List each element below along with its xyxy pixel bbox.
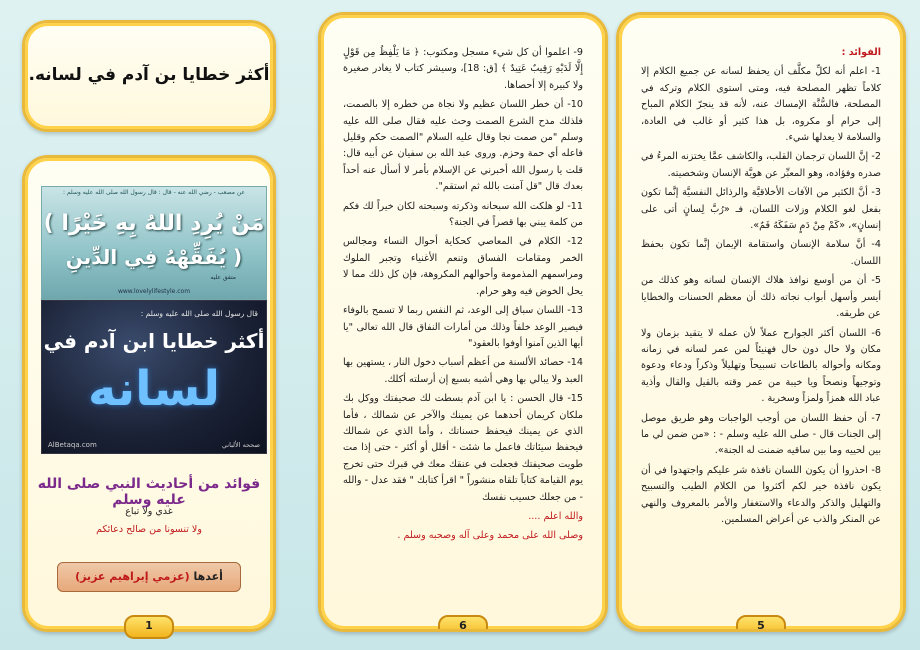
hadith-line-1: ( مَنْ يُرِدِ اللهُ بِهِ خَيْرًا	[43, 211, 265, 236]
benefit-4: 4- أنَّ سلامة الإنسان واستقامة الإيمان إنَّما تكون بحفظ اللسان.	[641, 239, 881, 267]
paragraph-15: 15- قال الحسن : يا ابن آدم بسطت لك صحيفتك ووكل بك ملكان كريمان أحدهما عن يمينك والآخر عن شمالك ، فأما الذي عن يمينك فيحفظ حسناتك ، وأما الذي عن شمالك فيحفظ سيئاتك فاعمل ما شئت - أقلل أو أكثر - حتى إذا مت طويت صحيفتك فجعلت في عنقك معك في قبرك حتى تخرج يوم القيامة كتاباً تلقاه منشوراً " اقرأ كتابك " فقد عدل - والله - من جعلك حسيب نفسك	[343, 393, 583, 503]
benefits-heading: فوائد من أحاديث النبي صلى الله عليه وسلم	[37, 476, 261, 508]
cover-big-word: لسانه	[87, 361, 221, 417]
paragraph-10: 10- أن خطر اللسان عظيم ولا نجاة من خطره إلا بالصمت، فلذلك مدح الشرع الصمت وحث عليه فقال صلى الله عليه وسلم "من صمت نجا وقال عليه السلام "الصمت حكم وقليل فاعله أي حمة وحزم. وروى عبد الله بن سفيان عن أبيه قال: قلت يا رسول الله أخبرني عن الإسلام بأمر لا أسأل عنه أحداً بعدك قال "قل آمنت بالله ثم استقم".	[343, 99, 583, 193]
paragraph-13: 13- اللسان سباق إلى الوعد، ثم النفس ربما لا تسمح بالوفاء فيصير الوعد خلفاً وذلك من أمارات النفاق قال الله تعالى "يا أيها الذين آمنوا أوفوا بالعقود"	[343, 305, 583, 349]
author-name: (عزمي إبراهيم عزيز)	[75, 570, 190, 583]
benefit-6: 6- اللسان أكثر الجوارح عملاً لأن عمله لا يتقيد بزمان ولا مكان ولا حال دون حال فهنيئاً لمن عمر لسانه في زمانه ومكانه وأحواله بالطاعات تسبيحاً وتهليلاً وذكراً ودعاء ودعوة وتوجيهاً ونصحاً ويا خيبة من عمر وقته بالقيل والقال وأذية عباد الله همزاً ولمزاً وسخرية .	[641, 327, 881, 405]
paragraph-14: 14- حصائد الألسنة من أعظم أسباب دخول النار ، يستهين بها العبد ولا يبالي بها وهي أشبه بسبع إن أرسلته أكلك.	[343, 357, 583, 385]
benefit-8: 8- احذروا أن يكون اللسان نافذة شر عليكم واجتهدوا في أن يكون نافذة خير لكم أكثروا من الكلام الطيب والتسبيح والتهليل والذكر والدعاء والاستغفار والأمر بالمعروف والنهي عن المنكر والذب عن أعراض المسلمين.	[641, 464, 881, 525]
hadith-image-url: www.lovelylifestyle.com	[117, 288, 191, 295]
benefits-section-heading: الفوائد :	[841, 47, 881, 58]
cover-panel	[22, 155, 276, 632]
paragraph-11: 11- لو هلكت الله سبحانه وذكرته وسبحته لكان خيراً لك فكم من كلمة يبني بها قصراً في الجنة؟	[343, 200, 583, 229]
author-box	[57, 562, 241, 592]
benefit-5: 5- أن من أوسع نوافذ هلاك الإنسان لسانه وهو كذلك من أيسر وأسهل أبواب نجاته ذلك أن معظم الحسنات والخطايا عن طريقه.	[641, 275, 881, 320]
closing-line-2: وصلى الله على محمد وعلى آله وصحبه وسلم .	[397, 530, 583, 542]
benefit-1: 1- اعلم أنه لكلِّ مكلَّف أن يحفظ لسانه عن جميع الكلام إلا كلاماً تظهر المصلحة فيه، ومتى استوى الكلام وتركه في المصلحة، فالسُّنَّة الإمساك عنه، لأنه قد ينجرّ الكلام المباح إلى حرام أو مكروه، بل هذا كثير أو غالب في العادة، والسلامة لا يعدلها شيء.	[641, 66, 881, 144]
free-distribution-note: غدي ولا تباع	[125, 506, 173, 517]
cover-title: أكثر خطايا ابن آدم في	[43, 329, 265, 353]
cover-image	[41, 300, 267, 454]
right-panel	[616, 12, 906, 632]
cover-hadith-intro: قال رسول الله صلى الله عليه وسلم :	[140, 309, 258, 318]
closing-line-1: والله اعلم ....	[528, 510, 583, 522]
benefit-2: 2- إنَّ اللسان ترجمان القلب، والكاشف عمَّا يختزنه المرءُ في صدره وفؤاده، وهو المعبِّر عن هويَّة الإنسان وشخصيته.	[641, 151, 881, 179]
hadith-source: متفق عليه	[210, 274, 236, 281]
hadith-line-2: يُفَقِّهْهُ فِي الدِّينِ )	[65, 245, 243, 269]
document-title: أكثر خطايا بن آدم في لسانه.	[28, 65, 270, 85]
benefit-3: 3- أنَّ الكثير من الآفات الأخلاقيَّة والرذائل النفسيَّة إنَّما تكون بفعل لغو الكلام وزلات اللسان، فـ «رُبَّ لِسانٍ أتى على إنسانٍ»، «كَمْ مِنْ دَمٍ سَفَكَهُ فَمٌ».	[641, 187, 881, 232]
cover-site: AlBetaqa.com	[48, 441, 97, 449]
paragraph-9: 9- اعلموا أن كل شيء مسجل ومكتوب: ﴿ مَا يَلْفِظُ مِن قَوْلٍ إِلَّا لَدَيْهِ رَقِيبٌ عَتِيدٌ ﴾ [ق: 18]، وسيشر كتاب لا يغادر صغيرة ولا كبيرة إلا أحصاها.	[343, 47, 583, 91]
page-number-5: 5	[736, 615, 786, 632]
page-number-6: 6	[438, 615, 488, 632]
paragraph-12: 12- الكلام في المعاصي كحكاية أحوال النساء ومجالس الخمر ومقامات الفساق وتنعم الأغنياء وتجبر الملوك ومراسمهم المذمومة وأحوالهم المكروهة، فإن كل ذلك مما لا يحل الخوض فيه وهو حرام.	[343, 236, 583, 297]
middle-panel	[318, 12, 608, 632]
hadith-image	[41, 186, 267, 300]
page-number-1: 1	[124, 615, 174, 639]
hadith-image-caption: عن مصعب - رضي الله عنه - قال : قال رسول الله صلى الله عليه وسلم :	[62, 189, 245, 196]
cover-authentication: صححه الألباني	[221, 441, 260, 449]
title-card	[22, 20, 276, 132]
author-label: أعدها	[193, 570, 223, 583]
benefit-7: 7- أن حفظ اللسان من أوجب الواجبات وهو طريق موصل إلى الجنات قال - صلى الله عليه وسلم - : «من ضمن لي ما بين لحييه وما بين ساقيه ضمنت له الجنة».	[641, 412, 881, 457]
prayer-request-note: ولا تنسونا من صالح دعائكم	[96, 524, 202, 535]
